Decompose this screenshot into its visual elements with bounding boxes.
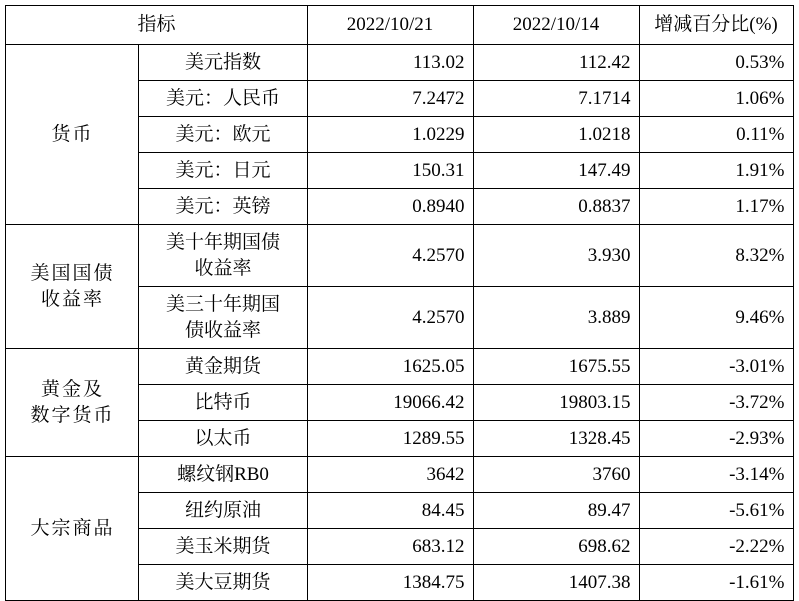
row-value-current: 683.12 — [307, 529, 473, 565]
row-item-label-line1: 美三十年期国 — [165, 293, 280, 315]
group-label-line1: 黄金及 — [40, 378, 104, 400]
row-value-current: 3642 — [307, 457, 473, 493]
row-value-previous: 0.8837 — [473, 189, 639, 225]
row-value-previous: 1.0218 — [473, 117, 639, 153]
row-change-percent: -5.61% — [639, 493, 793, 529]
row-item-label: 以太币 — [139, 421, 307, 457]
row-change-percent: 0.11% — [639, 117, 793, 153]
row-value-previous: 3.930 — [473, 225, 639, 287]
group-label-gold-and-crypto — [6, 349, 139, 457]
group-label-commodities: 大宗商品 — [6, 457, 139, 601]
row-value-current: 4.2570 — [307, 225, 473, 287]
row-value-previous: 1328.45 — [473, 421, 639, 457]
row-item-label — [139, 225, 307, 287]
row-value-current: 7.2472 — [307, 81, 473, 117]
row-change-percent: 0.53% — [639, 45, 793, 81]
row-change-percent: 1.17% — [639, 189, 793, 225]
row-item-label: 美玉米期货 — [139, 529, 307, 565]
row-item-label: 美元：英镑 — [139, 189, 307, 225]
row-item-label-line2: 收益率 — [194, 257, 252, 279]
row-item-label: 螺纹钢RB0 — [139, 457, 307, 493]
group-label-line2: 数字货币 — [30, 404, 115, 426]
table-row — [6, 457, 793, 493]
row-change-percent: 1.91% — [639, 153, 793, 189]
table-row — [6, 349, 793, 385]
row-value-previous: 89.47 — [473, 493, 639, 529]
row-value-current: 84.45 — [307, 493, 473, 529]
row-value-previous: 3.889 — [473, 287, 639, 349]
row-value-current: 1625.05 — [307, 349, 473, 385]
header-cell-indicator: 指标 — [6, 6, 307, 45]
header-row — [6, 6, 793, 45]
row-item-label: 美元：人民币 — [139, 81, 307, 117]
row-change-percent: 8.32% — [639, 225, 793, 287]
table-row — [6, 45, 793, 81]
row-value-current: 113.02 — [307, 45, 473, 81]
group-label-currency: 货币 — [6, 45, 139, 225]
table-header — [6, 6, 793, 45]
group-label-us-treasury-yield — [6, 225, 139, 349]
row-value-current: 19066.42 — [307, 385, 473, 421]
row-value-current: 1384.75 — [307, 565, 473, 601]
group-label-line2: 收益率 — [40, 288, 104, 310]
row-value-previous: 7.1714 — [473, 81, 639, 117]
row-item-label: 纽约原油 — [139, 493, 307, 529]
financial-indicators-sheet — [0, 5, 799, 593]
row-value-previous: 1407.38 — [473, 565, 639, 601]
row-change-percent: -3.01% — [639, 349, 793, 385]
row-item-label: 美元：欧元 — [139, 117, 307, 153]
row-value-current: 1.0229 — [307, 117, 473, 153]
table-body — [6, 45, 793, 601]
row-value-current: 4.2570 — [307, 287, 473, 349]
row-value-current: 0.8940 — [307, 189, 473, 225]
row-item-label — [139, 287, 307, 349]
row-change-percent: 9.46% — [639, 287, 793, 349]
row-item-label-line2: 债收益率 — [184, 319, 261, 341]
row-item-label: 黄金期货 — [139, 349, 307, 385]
row-value-previous: 698.62 — [473, 529, 639, 565]
row-value-previous: 147.49 — [473, 153, 639, 189]
header-cell-date-current: 2022/10/21 — [307, 6, 473, 45]
row-item-label: 比特币 — [139, 385, 307, 421]
row-item-label: 美元指数 — [139, 45, 307, 81]
financial-indicators-table — [5, 5, 793, 601]
row-change-percent: -2.22% — [639, 529, 793, 565]
row-change-percent: 1.06% — [639, 81, 793, 117]
row-value-previous: 112.42 — [473, 45, 639, 81]
row-value-previous: 3760 — [473, 457, 639, 493]
group-label-line1: 美国国债 — [30, 262, 115, 284]
header-cell-change-percent: 增减百分比(%) — [639, 6, 793, 45]
row-value-current: 150.31 — [307, 153, 473, 189]
row-value-previous: 1675.55 — [473, 349, 639, 385]
row-change-percent: -2.93% — [639, 421, 793, 457]
table-row — [6, 225, 793, 287]
row-item-label: 美元：日元 — [139, 153, 307, 189]
row-change-percent: -1.61% — [639, 565, 793, 601]
header-cell-date-previous: 2022/10/14 — [473, 6, 639, 45]
row-value-previous: 19803.15 — [473, 385, 639, 421]
row-item-label: 美大豆期货 — [139, 565, 307, 601]
row-value-current: 1289.55 — [307, 421, 473, 457]
row-change-percent: -3.14% — [639, 457, 793, 493]
row-item-label-line1: 美十年期国债 — [165, 231, 280, 253]
row-change-percent: -3.72% — [639, 385, 793, 421]
